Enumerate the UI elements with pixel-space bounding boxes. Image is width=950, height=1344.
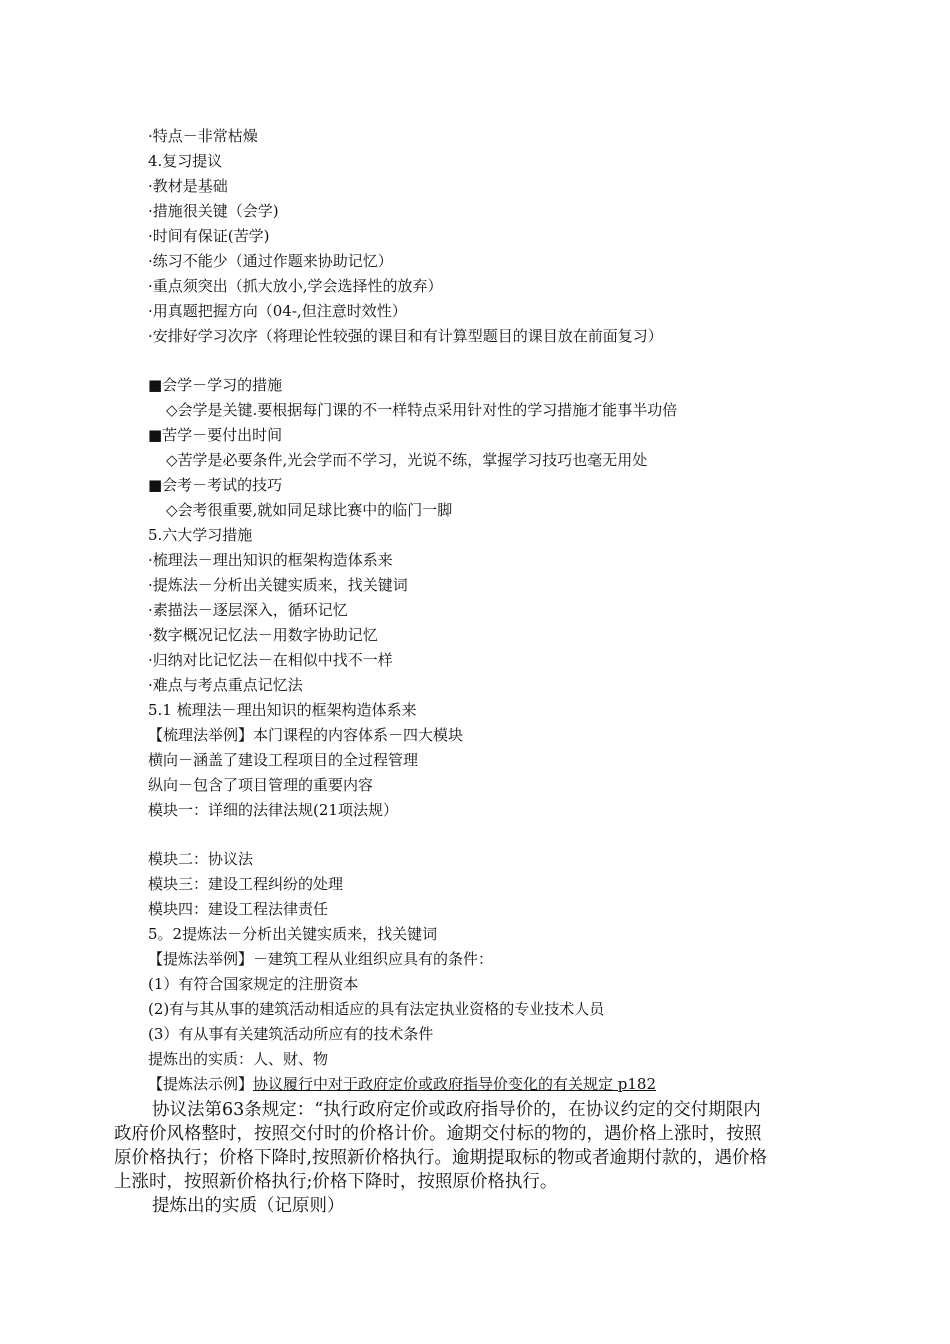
paragraph-line-5: 提炼出的实质（记原则） (152, 1196, 345, 1216)
heading-exam: ■会考－考试的技巧 (148, 476, 283, 494)
refined-essence: 提炼出的实质：人、财、物 (148, 1050, 329, 1068)
paragraph-line-2: 政府价风格整时，按照交付时的价格计价。逾期交付标的物的，遇价格上涨时，按照 (114, 1124, 762, 1144)
module-2: 模块二：协议法 (148, 850, 254, 868)
heading-hard-study: ■苦学－要付出时间 (148, 426, 283, 444)
example-refine-2 (148, 1074, 656, 1094)
note-hard-study: ◇苦学是必要条件,光会学而不学习，光说不练，掌握学习技巧也毫无用处 (166, 451, 648, 469)
bullet-method-5: ·归纳对比记忆法－在相似中找不一样 (148, 651, 393, 669)
note-exam: ◇会考很重要,就如同足球比赛中的临门一脚 (166, 501, 453, 519)
bullet-method-2: ·提炼法－分析出关键实质来，找关键词 (148, 576, 408, 594)
bullet-method-1: ·梳理法－理出知识的框架构造体系来 (148, 551, 393, 569)
section-5-2-heading: 5。2提炼法－分析出关键实质来，找关键词 (148, 925, 438, 943)
bullet-method-6: ·难点与考点重点记忆法 (148, 676, 303, 694)
bullet-order: ·安排好学习次序（将理论性较强的课目和有计算型题目的课目放在前面复习） (148, 327, 663, 345)
vertical-scope: 纵向－包含了项目管理的重要内容 (148, 776, 374, 794)
section-4-heading: 4.复习提议 (148, 152, 223, 170)
module-4: 模块四：建设工程法律责任 (148, 900, 329, 918)
bullet-method: ·措施很关键（会学) (148, 202, 279, 220)
bullet-feature: ·特点－非常枯燥 (148, 127, 258, 145)
condition-1: (1）有符合国家规定的注册资本 (148, 975, 359, 993)
paragraph-line-4: 上涨时，按照新价格执行;价格下降时，按照原价格执行。 (114, 1172, 558, 1192)
bullet-method-4: ·数字概况记忆法－用数字协助记忆 (148, 626, 378, 644)
bullet-real-exam: ·用真题把握方向（04-,但注意时效性） (148, 302, 407, 320)
bullet-time: ·时间有保证(苦学) (148, 227, 270, 245)
bullet-textbook: ·教材是基础 (148, 177, 228, 195)
note-learn: ◇会学是关键.要根据每门课的不一样特点采用针对性的学习措施才能事半功倍 (166, 401, 678, 419)
section-5-1-heading: 5.1 梳理法－理出知识的框架构造体系来 (148, 701, 417, 719)
paragraph-line-3: 原价格执行；价格下降时,按照新价格执行。逾期提取标的物或者逾期付款的，遇价格 (114, 1148, 768, 1168)
module-3: 模块三：建设工程纠纷的处理 (148, 875, 344, 893)
condition-3: (3）有从事有关建筑活动所应有的技术条件 (148, 1025, 434, 1043)
section-5-heading: 5.六大学习措施 (148, 526, 253, 544)
paragraph-line-1: 协议法第63条规定：“执行政府定价或政府指导价的，在协议约定的交付期限内 (152, 1100, 761, 1120)
heading-learn: ■会学－学习的措施 (148, 376, 283, 394)
bullet-practice: ·练习不能少（通过作题来协助记忆） (148, 252, 393, 270)
bullet-method-3: ·素描法－逐层深入，循环记忆 (148, 601, 348, 619)
example-refine: 【提炼法举例】－建筑工程从业组织应具有的条件： (148, 950, 494, 968)
bullet-focus: ·重点须突出（抓大放小,学会选择性的放弃） (148, 277, 443, 295)
horizontal-scope: 横向－涵盖了建设工程项目的全过程管理 (148, 751, 419, 769)
example-underlined-text: 协议履行中对于政府定价或政府指导价变化的有关规定 p182 (253, 1075, 657, 1093)
example-label: 【提炼法示例】 (148, 1075, 254, 1093)
example-sort: 【梳理法举例】本门课程的内容体系－四大模块 (148, 726, 464, 744)
condition-2: (2)有与其从事的建筑活动相适应的具有法定执业资格的专业技术人员 (148, 1000, 605, 1018)
module-1: 模块一：详细的法律法规(21项法规） (148, 801, 398, 819)
